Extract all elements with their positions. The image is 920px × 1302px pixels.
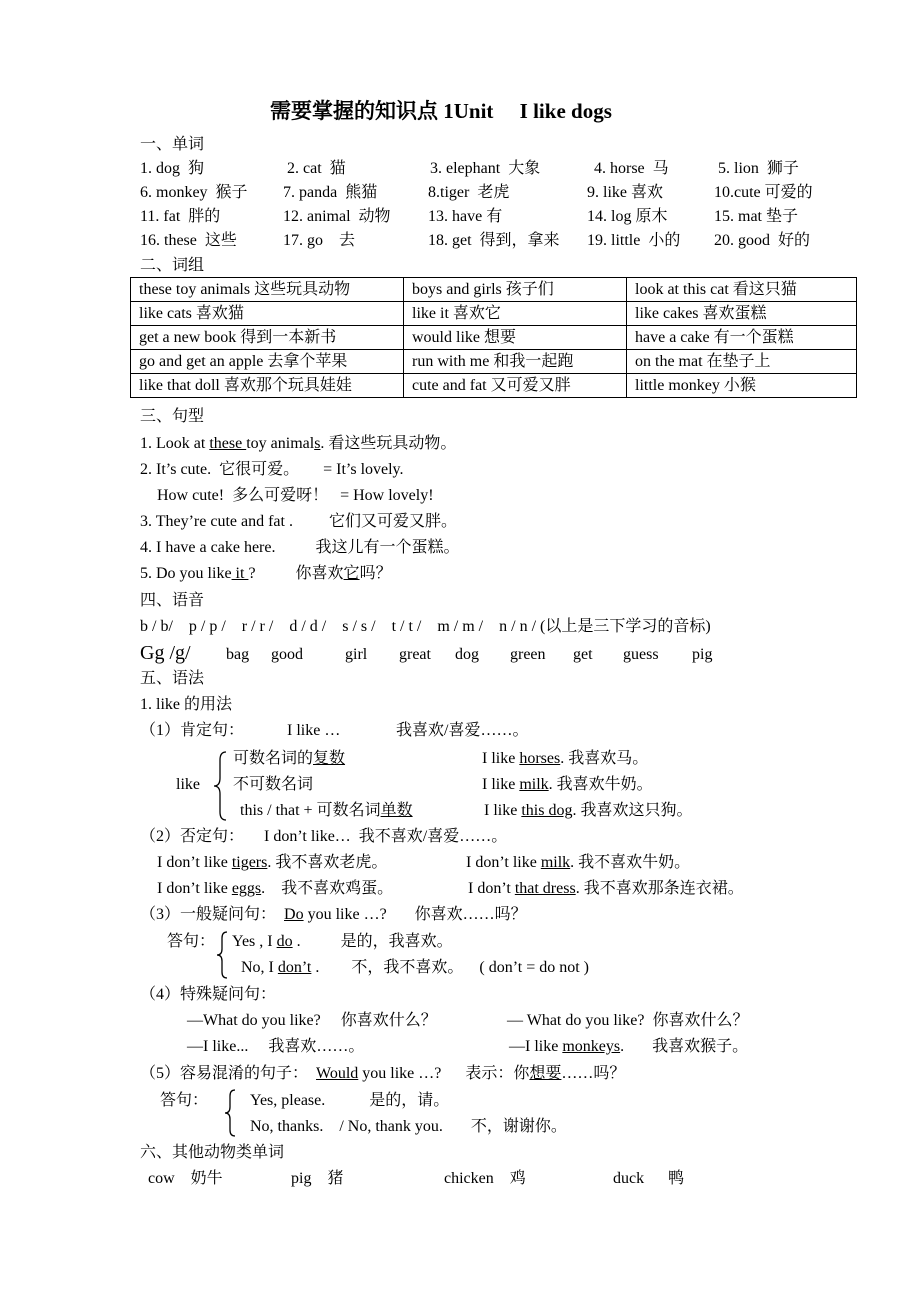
table-cell: boys and girls 孩子们 — [404, 278, 627, 302]
page-title: 需要掌握的知识点 1Unit I like dogs — [270, 99, 612, 123]
word-item: 12. animal 动物 — [283, 208, 391, 225]
word-item: 1. dog 狗 — [140, 160, 205, 177]
confusing-label: （5）容易混淆的句子： Would you like …? 表示：你想要……吗？ — [140, 1065, 626, 1082]
brace-item-1: 可数名词的复数 — [233, 750, 346, 767]
word-item: 4. horse 马 — [594, 160, 669, 177]
gg-word: get — [573, 646, 593, 663]
word-item: 16. these 这些 — [140, 232, 237, 249]
negative-example-3: I don’t like eggs. 我不喜欢鸡蛋。 — [157, 880, 394, 897]
section-heading-words: 一、单词 — [140, 136, 205, 153]
brace-item-3: this / that + 可数名词单数 — [240, 802, 413, 819]
reply-yes: Yes, please. 是的，请。 — [250, 1092, 450, 1109]
negative-example-2: I don’t like milk. 我不喜欢牛奶。 — [466, 854, 691, 871]
word-item: 10.cute 可爱的 — [714, 184, 813, 201]
special-answer-1: —I like... 我喜欢……。 — [187, 1038, 365, 1055]
table-row — [131, 326, 857, 350]
negative-example-4: I don’t that dress. 我不喜欢那条连衣裙。 — [468, 880, 744, 897]
section-heading-phonics: 四、语音 — [140, 592, 205, 609]
word-item: 3. elephant 大象 — [430, 160, 541, 177]
gg-word: great — [399, 646, 431, 663]
left-brace-icon — [221, 1088, 239, 1138]
question-label: （3）一般疑问句： Do you like …? 你喜欢……吗？ — [140, 906, 527, 923]
negative-example-1: I don’t like tigers. 我不喜欢老虎。 — [157, 854, 388, 871]
word-item: 15. mat 垫子 — [714, 208, 798, 225]
brace-example-3: I like this dog. 我喜欢这只狗。 — [484, 802, 693, 819]
table-cell: have a cake 有一个蛋糕 — [627, 326, 857, 350]
animal-word: pig 猪 — [291, 1170, 344, 1187]
reply-no: No, thanks. / No, thank you. 不，谢谢你。 — [250, 1118, 567, 1135]
gg-word: girl — [345, 646, 368, 663]
section-heading-phrases: 二、词组 — [140, 257, 205, 274]
word-item: 20. good 好的 — [714, 232, 811, 249]
answer-yes: Yes , I do . 是的，我喜欢。 — [232, 933, 453, 950]
gg-label: Gg /g/ — [140, 642, 191, 664]
sentence-3: 3. They’re cute and fat . 它们又可爱又胖。 — [140, 513, 457, 530]
word-item: 19. little 小的 — [587, 232, 681, 249]
special-answer-2: —I like monkeys. 我喜欢猴子。 — [509, 1038, 749, 1055]
phonics-line: b / b/ p / p / r / r / d / d / s / s / t / t / m / m / n / n / (以上是三下学习的音标) — [140, 618, 711, 635]
sentence-4: 4. I have a cake here. 我这儿有一个蛋糕。 — [140, 539, 460, 556]
left-brace-icon — [210, 750, 230, 822]
answer-label-2: 答句： — [160, 1092, 209, 1109]
positive-meaning: 我喜欢/喜爱……。 — [396, 722, 529, 739]
gg-word: green — [510, 646, 546, 663]
positive-pattern: I like … — [287, 722, 341, 739]
sentence-5: 5. Do you like it ? 你喜欢它吗？ — [140, 565, 392, 582]
gg-word: pig — [692, 646, 713, 663]
word-item: 2. cat 猫 — [287, 160, 346, 177]
negative-label: （2）否定句： I don’t like… 我不喜欢/喜爱……。 — [140, 828, 508, 845]
table-cell: like cakes 喜欢蛋糕 — [627, 302, 857, 326]
table-row — [131, 278, 857, 302]
word-item: 7. panda 熊猫 — [283, 184, 378, 201]
left-brace-icon — [213, 930, 231, 980]
special-question-label: （4）特殊疑问句： — [140, 986, 277, 1003]
animal-word: duck 鸭 — [613, 1170, 685, 1187]
sentence-2b: How cute! 多么可爱呀！ = How lovely! — [157, 487, 434, 504]
special-question-1: —What do you like? 你喜欢什么？ — [187, 1012, 437, 1029]
word-item: 13. have 有 — [428, 208, 503, 225]
table-cell: run with me 和我一起跑 — [404, 350, 627, 374]
table-cell: would like 想要 — [404, 326, 627, 350]
animal-word: cow 奶牛 — [148, 1170, 223, 1187]
brace-item-2: 不可数名词 — [233, 776, 314, 793]
answer-no: No, I don’t . 不，我不喜欢。 ( don’t = do not ) — [241, 959, 589, 976]
table-cell: look at this cat 看这只猫 — [627, 278, 857, 302]
word-item: 5. lion 狮子 — [718, 160, 799, 177]
gg-word: good — [271, 646, 303, 663]
word-item: 18. get 得到，拿来 — [428, 232, 560, 249]
positive-label: （1）肯定句： — [140, 722, 245, 739]
special-question-2: — What do you like? 你喜欢什么？ — [507, 1012, 749, 1029]
section-heading-grammar: 五、语法 — [140, 670, 205, 687]
section-heading-sentences: 三、句型 — [140, 408, 205, 425]
word-item: 8.tiger 老虎 — [428, 184, 510, 201]
table-cell: like that doll 喜欢那个玩具娃娃 — [131, 374, 404, 398]
word-item: 14. log 原木 — [587, 208, 668, 225]
answer-label: 答句： — [167, 933, 216, 950]
word-item: 6. monkey 猴子 — [140, 184, 248, 201]
table-row — [131, 374, 857, 398]
phrase-table — [130, 277, 857, 398]
sentence-1: 1. Look at these toy animals. 看这些玩具动物。 — [140, 435, 457, 452]
table-cell: like cats 喜欢猫 — [131, 302, 404, 326]
table-cell: get a new book 得到一本新书 — [131, 326, 404, 350]
gg-word: guess — [623, 646, 659, 663]
sentence-2: 2. It’s cute. 它很可爱。 = It’s lovely. — [140, 461, 404, 478]
table-cell: go and get an apple 去拿个苹果 — [131, 350, 404, 374]
table-cell: cute and fat 又可爱又胖 — [404, 374, 627, 398]
word-item: 17. go 去 — [283, 232, 356, 249]
like-word: like — [176, 776, 200, 793]
gg-word: dog — [455, 646, 479, 663]
table-cell: like it 喜欢它 — [404, 302, 627, 326]
brace-example-1: I like horses. 我喜欢马。 — [482, 750, 649, 767]
brace-example-2: I like milk. 我喜欢牛奶。 — [482, 776, 653, 793]
word-item: 9. like 喜欢 — [587, 184, 663, 201]
table-row — [131, 302, 857, 326]
gg-word: bag — [226, 646, 250, 663]
table-cell: these toy animals 这些玩具动物 — [131, 278, 404, 302]
table-cell: on the mat 在垫子上 — [627, 350, 857, 374]
table-cell: little monkey 小猴 — [627, 374, 857, 398]
table-row — [131, 350, 857, 374]
section-heading-other-animals: 六、其他动物类单词 — [140, 1144, 285, 1161]
grammar-sub-1: 1. like 的用法 — [140, 696, 232, 713]
animal-word: chicken 鸡 — [444, 1170, 526, 1187]
word-item: 11. fat 胖的 — [140, 208, 221, 225]
